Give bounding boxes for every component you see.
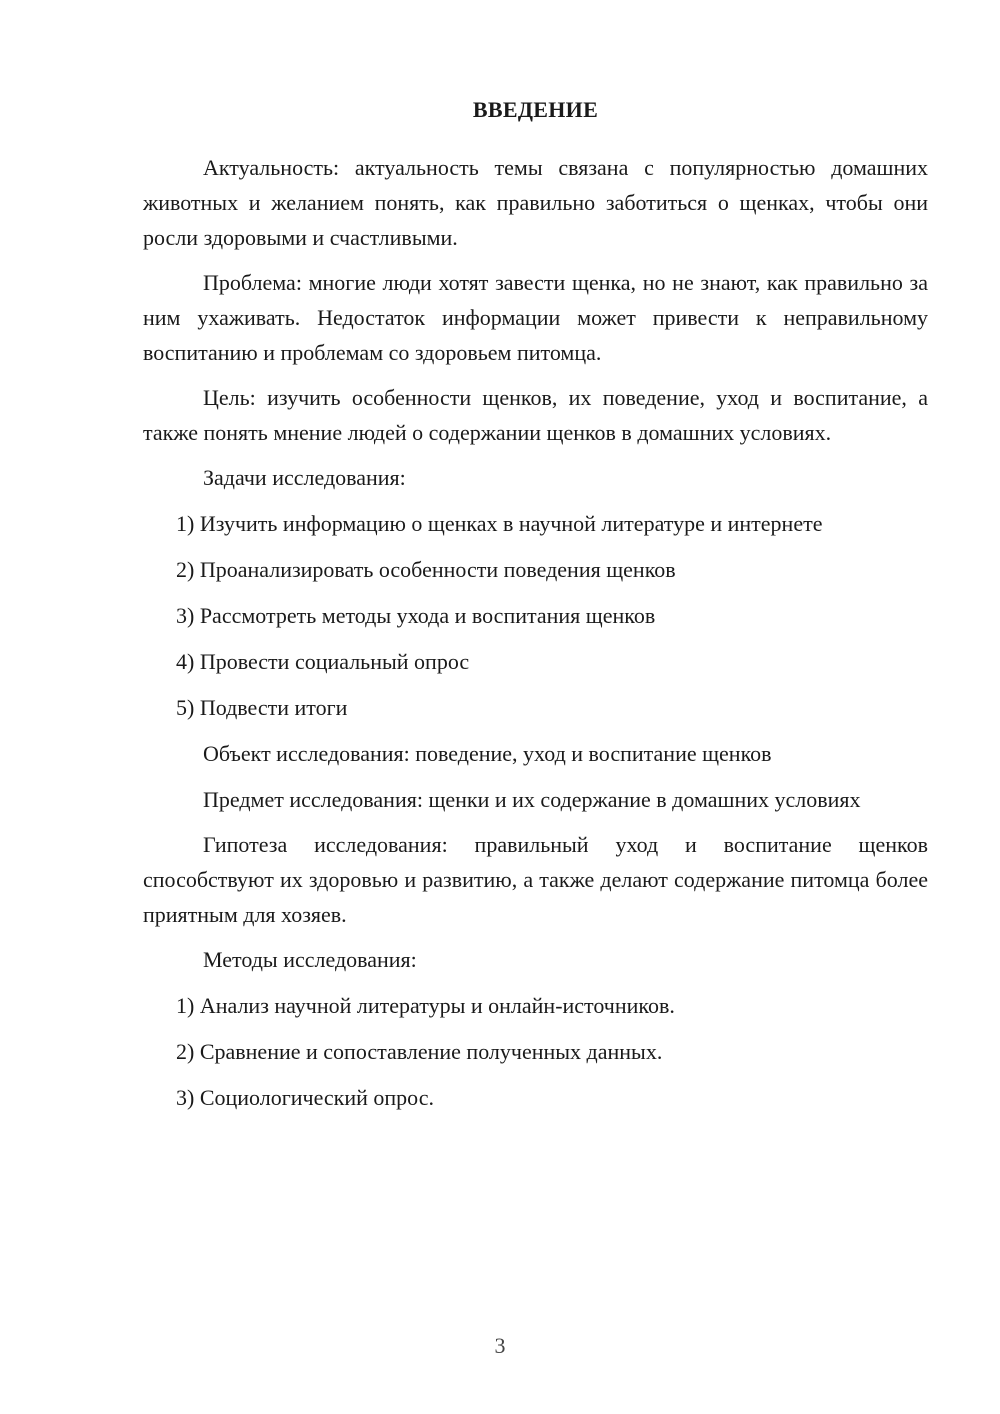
list-item: 5) Подвести итоги xyxy=(176,695,348,720)
page-number: 3 xyxy=(494,1333,506,1358)
tasks-title: Задачи исследования: xyxy=(203,465,406,490)
relevance-paragraph: Актуальность: актуальность темы связана с популярностью домашних животных и желанием понять, как правильно заботиться о щенках, чтобы они росли здоровыми и счастливыми. xyxy=(143,155,928,250)
goal-paragraph: Цель: изучить особенности щенков, их поведение, уход и воспитание, а также понять мнение людей о содержании щенков в домашних условиях. xyxy=(143,385,928,445)
list-item: 2) Проанализировать особенности поведения щенков xyxy=(176,557,676,582)
list-item: 3) Социологический опрос. xyxy=(176,1085,434,1110)
hypothesis-paragraph: Гипотеза исследования: правильный уход и воспитание щенков способствуют их здоровью и развитию, а также делают содержание питомца более приятным для хозяев. xyxy=(143,832,928,927)
list-item: 2) Сравнение и сопоставление полученных данных. xyxy=(176,1039,663,1064)
list-item: 3) Рассмотреть методы ухода и воспитания щенков xyxy=(176,603,656,628)
tasks-list xyxy=(143,506,928,725)
list-item: 1) Анализ научной литературы и онлайн-источников. xyxy=(176,993,675,1018)
object-paragraph: Объект исследования: поведение, уход и воспитание щенков xyxy=(203,741,772,766)
methods-list xyxy=(143,988,928,1115)
document-page xyxy=(143,96,928,1126)
list-item: 4) Провести социальный опрос xyxy=(176,649,470,674)
page-title: ВВЕДЕНИЕ xyxy=(472,97,599,122)
list-item: 1) Изучить информацию о щенках в научной литературе и интернете xyxy=(176,511,823,536)
subject-paragraph: Предмет исследования: щенки и их содержание в домашних условиях xyxy=(203,787,861,812)
methods-title: Методы исследования: xyxy=(203,947,417,972)
problem-paragraph: Проблема: многие люди хотят завести щенка, но не знают, как правильно за ним ухаживать. Недостаток информации может привести к неправильному воспитанию и проблемам со здоровьем питомца. xyxy=(143,270,928,365)
